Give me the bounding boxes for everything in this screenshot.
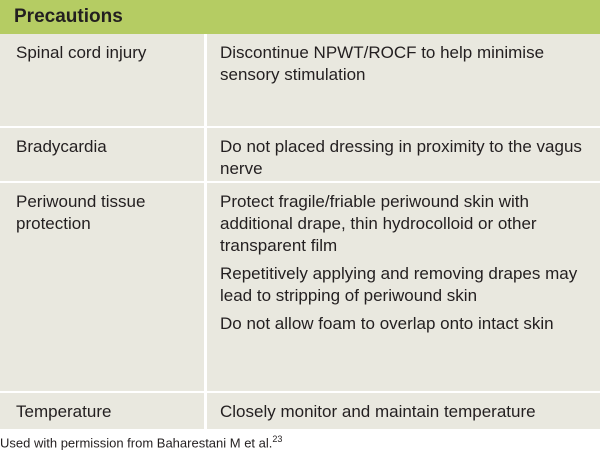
condition-cell — [0, 34, 204, 126]
precaution-cell — [207, 128, 600, 181]
condition-label: Bradycardia — [16, 137, 107, 156]
precaution-text: Closely monitor and maintain temperature — [220, 402, 536, 421]
precaution-cell — [207, 34, 600, 126]
table-row — [0, 34, 600, 128]
condition-label: Temperature — [16, 402, 112, 421]
condition-cell — [0, 128, 204, 181]
table-title: Precautions — [14, 6, 123, 27]
precaution-text: Do not placed dressing in proximity to the vagus nerve — [220, 137, 582, 178]
condition-cell — [0, 183, 204, 391]
footnote — [0, 434, 282, 450]
condition-cell — [0, 393, 204, 429]
precaution-text: Protect fragile/friable periwound skin with additional drape, thin hydrocolloid or other transparent film — [220, 192, 537, 255]
table-header — [0, 0, 600, 34]
precaution-text: Repetitively applying and removing drapes may lead to stripping of periwound skin — [220, 264, 578, 305]
precaution-text: Discontinue NPWT/ROCF to help minimise sensory stimulation — [220, 43, 545, 84]
precaution-cell — [207, 183, 600, 391]
table-row — [0, 183, 600, 393]
table-row — [0, 393, 600, 431]
condition-label: Periwound tissue protection — [16, 192, 146, 233]
precaution-cell — [207, 393, 600, 429]
footnote-reference: 23 — [272, 434, 283, 444]
condition-label: Spinal cord injury — [16, 43, 147, 62]
precaution-text: Do not allow foam to overlap onto intact skin — [220, 314, 554, 333]
footnote-text: Used with permission from Baharestani M et al. — [0, 435, 273, 451]
table-row — [0, 128, 600, 183]
